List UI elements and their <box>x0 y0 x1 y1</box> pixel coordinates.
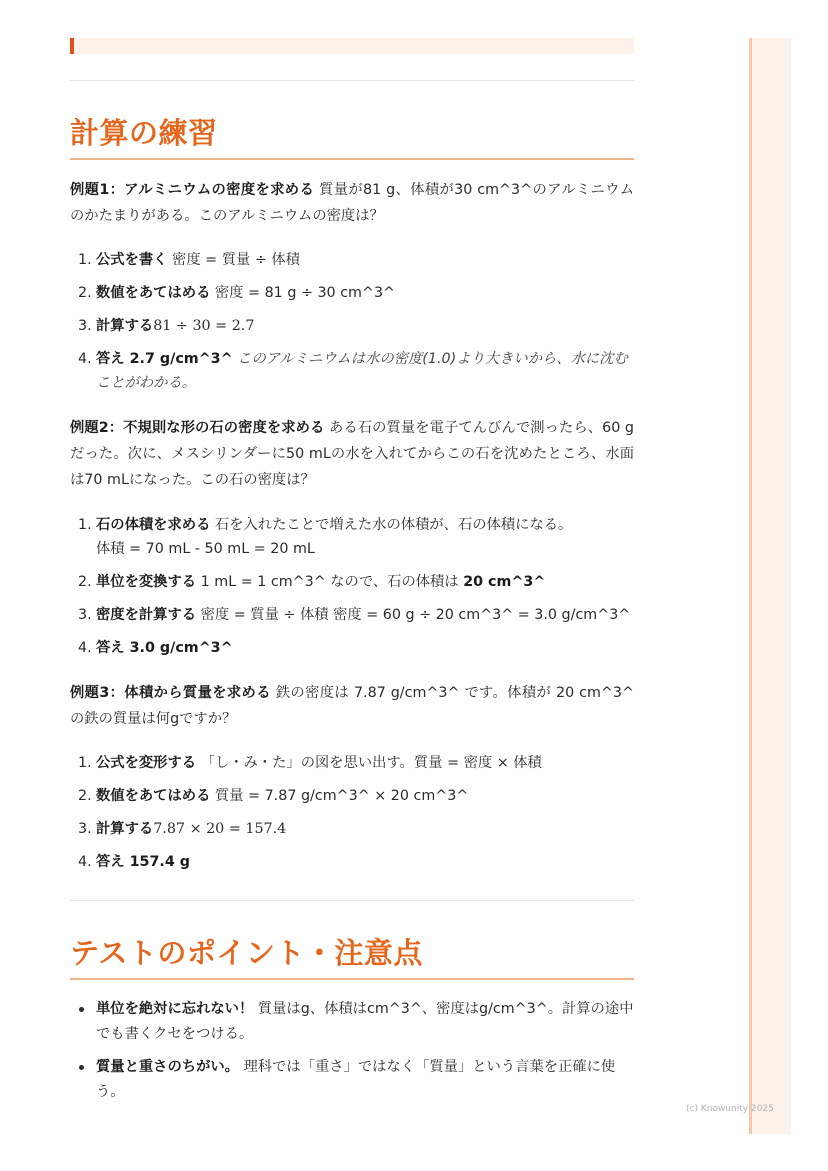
math-expression: 7.87 × 20 = 157.4 <box>153 821 287 837</box>
example2-steps <box>70 513 634 669</box>
section-title-test-points: テストのポイント・注意点 <box>70 936 634 980</box>
test-points-list <box>70 997 634 1113</box>
bullet-icon <box>79 1065 84 1070</box>
example3-lead: 例題3：体積から質量を求める <box>70 685 271 701</box>
example2-text: ある石の質量を電子てんびんで測ったら、60 gだった。次に、メスシリンダーに50 mLの水を入れてからこの石を沈めたところ、水面は70 mLになった。この石の密度は？ <box>70 420 635 488</box>
side-decoration-strip <box>749 38 791 1134</box>
example1-question <box>70 177 634 229</box>
step: 2. 単位を変換する 1 mL = 1 cm^3^ なので、石の体積は 20 cm^3^ <box>78 574 546 590</box>
bullet-icon <box>79 1007 84 1012</box>
step: 3. 密度を計算する 密度 = 質量 ÷ 体積 密度 = 60 g ÷ 20 cm^3^ = 3.0 g/cm^3^ <box>78 607 631 623</box>
divider <box>70 80 634 81</box>
example1-lead: 例題1：アルミニウムの密度を求める <box>70 182 315 198</box>
example1-steps <box>70 248 634 404</box>
step: 1. 公式を変形する 「し・み・た」の図を思い出す。質量 = 密度 × 体積 <box>78 755 542 771</box>
callout-accent-bar <box>70 38 74 54</box>
step: 4. 答え 3.0 g/cm^3^ <box>78 640 233 656</box>
example3-steps <box>70 751 634 883</box>
step: 3. 計算する81 ÷ 30 = 2.7 <box>78 318 255 334</box>
step: 1. 公式を書く 密度 = 質量 ÷ 体積 <box>78 252 300 268</box>
example3-text: 鉄の密度は 7.87 g/cm^3^ です。体積が 20 cm^3^ の鉄の質量は何gですか？ <box>70 685 634 727</box>
section-title-practice: 計算の練習 <box>70 116 634 160</box>
list-item: 単位を絶対に忘れない！ 質量はg、体積はcm^3^、密度はg/cm^3^。計算の途中でも書くクセをつける。 <box>70 997 634 1047</box>
divider <box>70 900 634 901</box>
math-expression: 81 ÷ 30 = 2.7 <box>153 318 255 334</box>
example3-question <box>70 680 634 732</box>
step: 4. 答え 2.7 g/cm^3^ このアルミニウムは水の密度(1.0)より大きいから、水に沈むことがわかる。 <box>78 351 628 391</box>
step: 3. 計算する7.87 × 20 = 157.4 <box>78 821 287 837</box>
list-item: 質量と重さのちがい。 理科では「重さ」ではなく「質量」という言葉を正確に使う。 <box>70 1055 634 1105</box>
step: 2. 数値をあてはめる 密度 = 81 g ÷ 30 cm^3^ <box>78 285 396 301</box>
callout-box-end <box>70 38 634 54</box>
step: 2. 数値をあてはめる 質量 = 7.87 g/cm^3^ × 20 cm^3^ <box>78 788 469 804</box>
step: 4. 答え 157.4 g <box>78 854 191 870</box>
copyright-footer: (c) Knowunity 2025 <box>686 1104 774 1114</box>
step: 1. 石の体積を求める 石を入れたことで増えた水の体積が、石の体積になる。 体積 = 70 mL - 50 mL = 20 mL <box>78 517 573 557</box>
example2-lead: 例題2：不規則な形の石の密度を求める <box>70 420 325 436</box>
example2-question <box>70 415 634 493</box>
example1-text: 質量が81 g、体積が30 cm^3^のアルミニウムのかたまりがある。このアルミニウムの密度は？ <box>70 182 635 224</box>
